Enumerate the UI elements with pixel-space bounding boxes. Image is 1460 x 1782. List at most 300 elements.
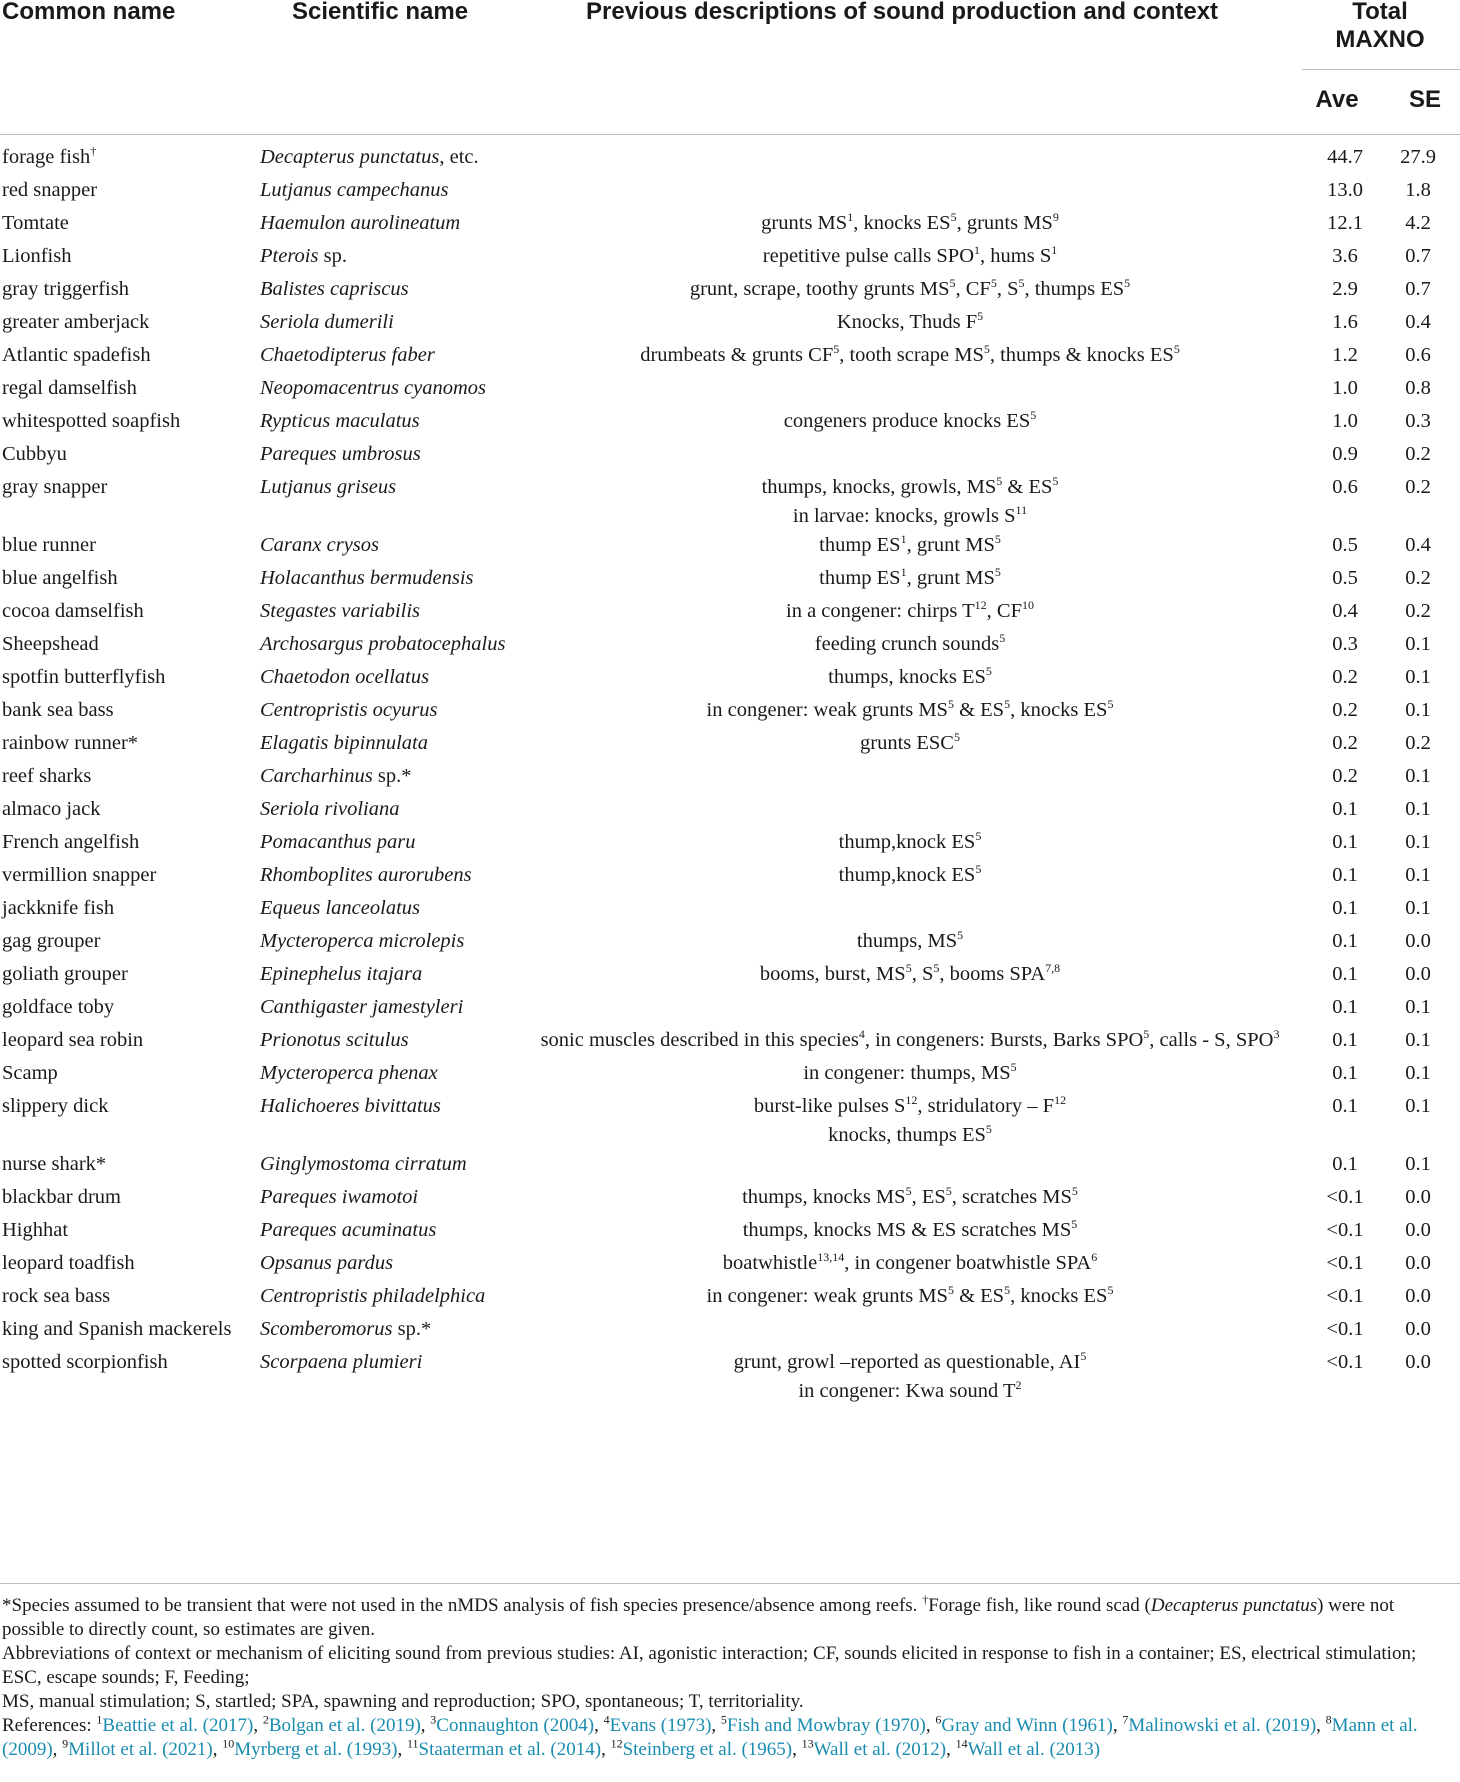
- common-name-cell: [0, 1216, 260, 1249]
- common-name-cell: [0, 795, 260, 828]
- reference-link[interactable]: Millot et al. (2021): [68, 1739, 213, 1760]
- description-cell: [510, 531, 1310, 564]
- se-cell: 0.1: [1405, 633, 1431, 655]
- table-row: [0, 1059, 1460, 1092]
- text-run: thumps, knocks MS: [742, 1186, 906, 1208]
- text-run: ,: [792, 1739, 802, 1760]
- text-run: ,: [420, 1715, 431, 1736]
- text-run: ,: [594, 1715, 604, 1736]
- scientific-name: Elagatis bipinnulata: [260, 732, 428, 754]
- superscript: 13: [801, 1736, 814, 1751]
- common-name-cell: [0, 729, 260, 762]
- common-name-cell: [0, 1059, 260, 1092]
- description-cell: [510, 564, 1310, 597]
- ave-cell: 1.0: [1332, 410, 1358, 432]
- reference-link[interactable]: Malinowski et al. (2019): [1128, 1715, 1317, 1736]
- description-cell: [510, 143, 1310, 176]
- reference-link[interactable]: Staaterman et al. (2014): [418, 1739, 602, 1760]
- description-cell: [510, 1183, 1310, 1216]
- scientific-name: Lutjanus campechanus: [260, 179, 449, 201]
- ave-cell: 0.2: [1332, 732, 1358, 754]
- table-row: [0, 407, 1460, 440]
- description-line: [510, 308, 1310, 337]
- ave-cell: 0.1: [1332, 1062, 1358, 1084]
- superscript: 5: [1018, 276, 1025, 291]
- scientific-name: Pomacanthus paru: [260, 831, 416, 853]
- superscript: 2: [1015, 1378, 1022, 1393]
- table-row: [0, 564, 1460, 597]
- description-cell: [510, 663, 1310, 696]
- description-cell: [510, 762, 1310, 795]
- superscript: 9: [1052, 210, 1059, 225]
- text-run: , scratches MS: [951, 1186, 1072, 1208]
- text-run: , calls - S, SPO: [1149, 1029, 1274, 1051]
- text-run: & ES: [953, 1285, 1005, 1307]
- common-name-cell: [0, 630, 260, 663]
- se-cell: 0.2: [1405, 443, 1431, 465]
- footnotes: [2, 1594, 1458, 1762]
- common-name-cell: [0, 1282, 260, 1315]
- text-run: repetitive pulse calls SPO: [762, 245, 975, 267]
- text-run: & ES: [953, 699, 1005, 721]
- common-name: vermillion snapper: [2, 864, 157, 886]
- table-row: [0, 795, 1460, 828]
- ave-cell: 0.2: [1332, 666, 1358, 688]
- superscript: 5: [957, 928, 964, 943]
- superscript: 3: [1273, 1027, 1280, 1042]
- reference-link[interactable]: Gray and Winn (1961): [941, 1715, 1113, 1736]
- reference-link[interactable]: Connaughton (2004): [436, 1715, 595, 1736]
- ave-cell: 0.1: [1332, 831, 1358, 853]
- scientific-name-cell: [260, 440, 510, 473]
- scientific-name-suffix: sp.: [318, 245, 347, 267]
- superscript: 5: [720, 1712, 727, 1727]
- text-run: ,: [711, 1715, 721, 1736]
- ave-cell: 12.1: [1327, 212, 1363, 234]
- header-ave: Ave: [1315, 86, 1359, 113]
- scientific-name: Centropristis philadelphica: [260, 1285, 486, 1307]
- superscript: 5: [1010, 1060, 1017, 1075]
- text-run: drumbeats & grunts CF: [640, 344, 834, 366]
- scientific-name: Archosargus probatocephalus: [260, 633, 506, 655]
- description-cell: [510, 1249, 1310, 1282]
- reference-link[interactable]: Beattie et al. (2017): [102, 1715, 254, 1736]
- table-row: [0, 374, 1460, 407]
- scientific-name-cell: [260, 597, 510, 630]
- text-run: knocks, thumps ES: [828, 1124, 986, 1146]
- scientific-name: Rypticus maculatus: [260, 410, 420, 432]
- scientific-name-cell: [260, 341, 510, 374]
- common-name: Lionfish: [2, 245, 72, 267]
- description-cell: [510, 242, 1310, 275]
- common-name: spotfin butterflyfish: [2, 666, 166, 688]
- common-name-cell: [0, 1315, 260, 1348]
- table-row: [0, 341, 1460, 374]
- reference-link[interactable]: Mann et al. (2009): [2, 1715, 1418, 1760]
- table-row: [0, 176, 1460, 209]
- text-run: grunt, scrape, toothy grunts MS: [689, 278, 950, 300]
- scientific-name: Balistes capriscus: [260, 278, 409, 300]
- description-cell: [510, 440, 1310, 473]
- common-name-cell: [0, 440, 260, 473]
- text-run: *Species assumed to be transient that were not used in the nMDS analysis of fish species presence/absence among reefs.: [2, 1595, 923, 1616]
- se-cell: 0.7: [1405, 278, 1431, 300]
- ave-cell: <0.1: [1326, 1252, 1364, 1274]
- superscript: 10: [1021, 598, 1034, 613]
- description-cell: [510, 374, 1310, 407]
- ave-cell: 0.1: [1332, 930, 1358, 952]
- scientific-name-cell: [260, 242, 510, 275]
- se-cell: 0.0: [1405, 1351, 1431, 1373]
- common-name: almaco jack: [2, 798, 101, 820]
- description-cell: [510, 308, 1310, 341]
- scientific-name-cell: [260, 176, 510, 209]
- description-cell: [510, 1315, 1310, 1348]
- scientific-name: Holacanthus bermudensis: [260, 567, 474, 589]
- scientific-name-cell: [260, 1092, 510, 1150]
- description-line: [510, 1282, 1310, 1311]
- se-cell: 0.1: [1405, 1153, 1431, 1175]
- text-run: ,: [925, 1715, 936, 1736]
- table-row: [0, 1216, 1460, 1249]
- common-name-cell: [0, 275, 260, 308]
- scientific-name: Pareques acuminatus: [260, 1219, 437, 1241]
- se-cell: 0.3: [1405, 410, 1431, 432]
- table-row: [0, 209, 1460, 242]
- text-run: , knocks ES: [853, 212, 951, 234]
- table-row: [0, 828, 1460, 861]
- scientific-name-cell: [260, 1348, 510, 1406]
- superscript: †: [90, 144, 97, 159]
- table-row: [0, 242, 1460, 275]
- superscript: 5: [1004, 1283, 1011, 1298]
- footnote-abbreviations-cont: MS, manual stimulation; S, startled; SPA, spawning and reproduction; SPO, spontaneous; T, territoriality.: [2, 1691, 804, 1712]
- text-run: in larvae: knocks, growls S: [792, 505, 1016, 527]
- description-line: [510, 861, 1310, 890]
- text-run: , thumps ES: [1024, 278, 1125, 300]
- description-cell: [510, 209, 1310, 242]
- superscript: 5: [1143, 1027, 1150, 1042]
- description-line: [510, 564, 1310, 593]
- table-row: [0, 1150, 1460, 1183]
- header-se: SE: [1408, 86, 1441, 113]
- italic-text: Decapterus punctatus: [1150, 1595, 1318, 1616]
- reference-link[interactable]: Fish and Mowbray (1970): [726, 1715, 926, 1736]
- ave-cell: 0.5: [1332, 567, 1358, 589]
- se-cell: 0.4: [1405, 311, 1431, 333]
- ave-cell: 0.1: [1332, 864, 1358, 886]
- reference-link[interactable]: Myrberg et al. (1993): [234, 1739, 398, 1760]
- reference-link[interactable]: Bolgan et al. (2019): [268, 1715, 421, 1736]
- se-cell: 4.2: [1405, 212, 1431, 234]
- text-run: , CF: [955, 278, 991, 300]
- ave-cell: 0.2: [1332, 765, 1358, 787]
- description-line: [510, 1121, 1310, 1150]
- se-cell: 0.6: [1405, 344, 1431, 366]
- common-name-cell: [0, 143, 260, 176]
- ave-cell: <0.1: [1326, 1285, 1364, 1307]
- ave-cell: 0.2: [1332, 699, 1358, 721]
- scientific-name: Rhomboplites aurorubens: [260, 864, 472, 886]
- reference-link[interactable]: Wall et al. (2012): [813, 1739, 947, 1760]
- common-name-cell: [0, 861, 260, 894]
- text-run: , S: [911, 963, 934, 985]
- ave-cell: 1.6: [1332, 311, 1358, 333]
- superscript: 2: [262, 1712, 269, 1727]
- common-name-cell: [0, 597, 260, 630]
- table-row: [0, 894, 1460, 927]
- ave-cell: 0.9: [1332, 443, 1358, 465]
- common-name: goldface toby: [2, 996, 115, 1018]
- se-cell: 0.2: [1405, 567, 1431, 589]
- description-cell: [510, 1282, 1310, 1315]
- text-run: , S: [996, 278, 1019, 300]
- table-row: [0, 531, 1460, 564]
- se-cell: 1.8: [1405, 179, 1431, 201]
- scientific-name-cell: [260, 762, 510, 795]
- text-run: ,: [601, 1739, 611, 1760]
- se-cell: 0.0: [1405, 1219, 1431, 1241]
- superscript: 1: [900, 532, 907, 547]
- scientific-name-cell: [260, 531, 510, 564]
- text-run: , knocks ES: [1010, 1285, 1108, 1307]
- table-row: [0, 1092, 1460, 1150]
- description-cell: [510, 275, 1310, 308]
- footnote-abbreviations: Abbreviations of context or mechanism of eliciting sound from previous studies: AI, agonistic interaction; CF, sounds elicited in response to fish in a container; ES, electrical stimulation; ESC, escape sounds; F, Feeding;: [2, 1643, 1417, 1688]
- se-cell: 0.0: [1405, 1285, 1431, 1307]
- scientific-name: Seriola rivoliana: [260, 798, 400, 820]
- scientific-name-cell: [260, 1315, 510, 1348]
- description-cell: [510, 1092, 1310, 1150]
- se-cell: 27.9: [1400, 146, 1436, 168]
- superscript: 5: [953, 730, 960, 745]
- superscript: 6: [935, 1712, 942, 1727]
- common-name-cell: [0, 308, 260, 341]
- description-cell: [510, 1216, 1310, 1249]
- common-name-cell: [0, 828, 260, 861]
- scientific-name-cell: [260, 374, 510, 407]
- text-run: thumps, knocks MS & ES scratches MS: [742, 1219, 1072, 1241]
- se-cell: 0.2: [1405, 600, 1431, 622]
- table-row: [0, 1026, 1460, 1059]
- common-name-cell: [0, 407, 260, 440]
- scientific-name: Halichoeres bivittatus: [260, 1095, 441, 1117]
- text-run: , CF: [986, 600, 1022, 622]
- ave-cell: 0.1: [1332, 897, 1358, 919]
- description-line: [510, 729, 1310, 758]
- superscript: 8: [1325, 1712, 1332, 1727]
- scientific-name: Mycteroperca phenax: [260, 1062, 438, 1084]
- se-cell: 0.1: [1405, 666, 1431, 688]
- text-run: ,: [212, 1739, 223, 1760]
- superscript: 5: [975, 829, 982, 844]
- description-line: [510, 696, 1310, 725]
- text-run: thump ES: [819, 567, 901, 589]
- superscript: 5: [833, 342, 840, 357]
- common-name-cell: [0, 762, 260, 795]
- superscript: 5: [1173, 342, 1180, 357]
- text-run: thumps, knocks ES: [828, 666, 986, 688]
- common-name: slippery dick: [2, 1095, 109, 1117]
- scientific-name-cell: [260, 473, 510, 531]
- description-cell: [510, 993, 1310, 1026]
- text-run: thumps, MS: [856, 930, 958, 952]
- table-row: [0, 762, 1460, 795]
- ave-cell: 0.1: [1332, 1029, 1358, 1051]
- se-cell: 0.1: [1405, 1095, 1431, 1117]
- ave-cell: 0.1: [1332, 1153, 1358, 1175]
- scientific-name: Decapterus punctatus: [260, 146, 440, 168]
- superscript: 4: [603, 1712, 610, 1727]
- ave-cell: 0.1: [1332, 798, 1358, 820]
- common-name: forage fish: [2, 146, 91, 168]
- ave-cell: 1.2: [1332, 344, 1358, 366]
- superscript: 5: [947, 697, 954, 712]
- ave-cell: <0.1: [1326, 1351, 1364, 1373]
- common-name: Tomtate: [2, 212, 69, 234]
- table-row: [0, 473, 1460, 531]
- text-run: in congener: thumps, MS: [803, 1062, 1011, 1084]
- ave-cell: 0.1: [1332, 963, 1358, 985]
- description-line: [510, 275, 1310, 304]
- scientific-name: Carcharhinus: [260, 765, 373, 787]
- superscript: 5: [905, 961, 912, 976]
- text-run: , hums S: [980, 245, 1052, 267]
- common-name: cocoa damselfish: [2, 600, 144, 622]
- common-name-cell: [0, 374, 260, 407]
- scientific-name-cell: [260, 1249, 510, 1282]
- scientific-name: Centropristis ocyurus: [260, 699, 438, 721]
- scientific-name-cell: [260, 308, 510, 341]
- superscript: 4: [858, 1027, 865, 1042]
- table-row: [0, 1348, 1460, 1406]
- common-name: Highhat: [2, 1219, 69, 1241]
- common-name-cell: [0, 473, 260, 531]
- text-run: congeners produce knocks ES: [783, 410, 1031, 432]
- description-line: [510, 1183, 1310, 1212]
- text-run: sonic muscles described in this species: [540, 1029, 859, 1051]
- scientific-name: Equeus lanceolatus: [260, 897, 420, 919]
- common-name-cell: [0, 531, 260, 564]
- text-run: ,: [397, 1739, 407, 1760]
- superscript: 5: [985, 664, 992, 679]
- superscript: 1: [974, 243, 981, 258]
- ave-cell: 0.4: [1332, 600, 1358, 622]
- superscript: 5: [1124, 276, 1131, 291]
- scientific-name: Haemulon aurolineatum: [260, 212, 461, 234]
- scientific-name: Chaetodon ocellatus: [260, 666, 430, 688]
- superscript: 5: [947, 1283, 954, 1298]
- scientific-name: Scomberomorus: [260, 1318, 393, 1340]
- superscript: 5: [983, 342, 990, 357]
- table-row: [0, 1315, 1460, 1348]
- table-row: [0, 729, 1460, 762]
- footnote-references: [2, 1714, 1458, 1762]
- reference-link[interactable]: Wall et al. (2013): [967, 1739, 1101, 1760]
- description-cell: [510, 630, 1310, 663]
- se-cell: 0.1: [1405, 765, 1431, 787]
- description-line: [510, 502, 1310, 531]
- description-cell: [510, 828, 1310, 861]
- scientific-name-cell: [260, 1183, 510, 1216]
- ave-cell: 0.5: [1332, 534, 1358, 556]
- se-cell: 0.0: [1405, 1318, 1431, 1340]
- common-name: regal damselfish: [2, 377, 137, 399]
- se-cell: 0.2: [1405, 732, 1431, 754]
- header-common-name: Common name: [2, 0, 176, 25]
- table-bottom-rule: [0, 1583, 1460, 1584]
- ave-cell: 0.3: [1332, 633, 1358, 655]
- common-name: jackknife fish: [2, 897, 115, 919]
- common-name: gray snapper: [2, 476, 108, 498]
- scientific-name-cell: [260, 1150, 510, 1183]
- text-run: , ES: [911, 1186, 946, 1208]
- description-line: [510, 407, 1310, 436]
- superscript: 5: [1052, 474, 1059, 489]
- se-cell: 0.0: [1405, 1252, 1431, 1274]
- common-name: whitespotted soapfish: [2, 410, 181, 432]
- reference-link[interactable]: Steinberg et al. (1965): [622, 1739, 793, 1760]
- text-run: grunts ESC: [860, 732, 954, 754]
- se-cell: 0.7: [1405, 245, 1431, 267]
- se-cell: 0.0: [1405, 930, 1431, 952]
- ave-cell: 2.9: [1332, 278, 1358, 300]
- header-total: Total: [1352, 0, 1408, 25]
- table-row: [0, 143, 1460, 176]
- scientific-name-cell: [260, 729, 510, 762]
- text-run: , tooth scrape MS: [839, 344, 984, 366]
- common-name-cell: [0, 1183, 260, 1216]
- text-run: , grunt MS: [906, 534, 995, 556]
- common-name: French angelfish: [2, 831, 140, 853]
- text-run: , knocks ES: [1010, 699, 1108, 721]
- superscript: 12: [974, 598, 987, 613]
- common-name-cell: [0, 894, 260, 927]
- se-cell: 0.1: [1405, 897, 1431, 919]
- common-name: gag grouper: [2, 930, 101, 952]
- table-row: [0, 597, 1460, 630]
- scientific-name: Pareques umbrosus: [260, 443, 421, 465]
- header-rule-bottom: [0, 134, 1460, 135]
- scientific-name: Prionotus scitulus: [260, 1029, 409, 1051]
- description-line: [510, 209, 1310, 238]
- se-cell: 0.1: [1405, 699, 1431, 721]
- common-name: gray triggerfish: [2, 278, 129, 300]
- description-cell: [510, 341, 1310, 374]
- superscript: 7: [1122, 1712, 1129, 1727]
- superscript: 5: [985, 1122, 992, 1137]
- table-row: [0, 1183, 1460, 1216]
- scientific-name-cell: [260, 993, 510, 1026]
- superscript: 5: [949, 276, 956, 291]
- superscript: 5: [1107, 1283, 1114, 1298]
- description-cell: [510, 927, 1310, 960]
- scientific-name-suffix: , etc.: [439, 146, 479, 168]
- description-line: [510, 242, 1310, 271]
- se-cell: 0.2: [1405, 476, 1431, 498]
- text-run: thumps, knocks, growls, MS: [761, 476, 997, 498]
- superscript: 5: [1071, 1184, 1078, 1199]
- se-cell: 0.0: [1405, 1186, 1431, 1208]
- se-cell: 0.1: [1405, 798, 1431, 820]
- superscript: 1: [900, 565, 907, 580]
- text-run: References:: [2, 1715, 97, 1736]
- scientific-name: Mycteroperca microlepis: [260, 930, 465, 952]
- scientific-name-cell: [260, 630, 510, 663]
- text-run: ,: [1316, 1715, 1326, 1736]
- reference-link[interactable]: Evans (1973): [609, 1715, 712, 1736]
- ave-cell: 0.1: [1332, 1095, 1358, 1117]
